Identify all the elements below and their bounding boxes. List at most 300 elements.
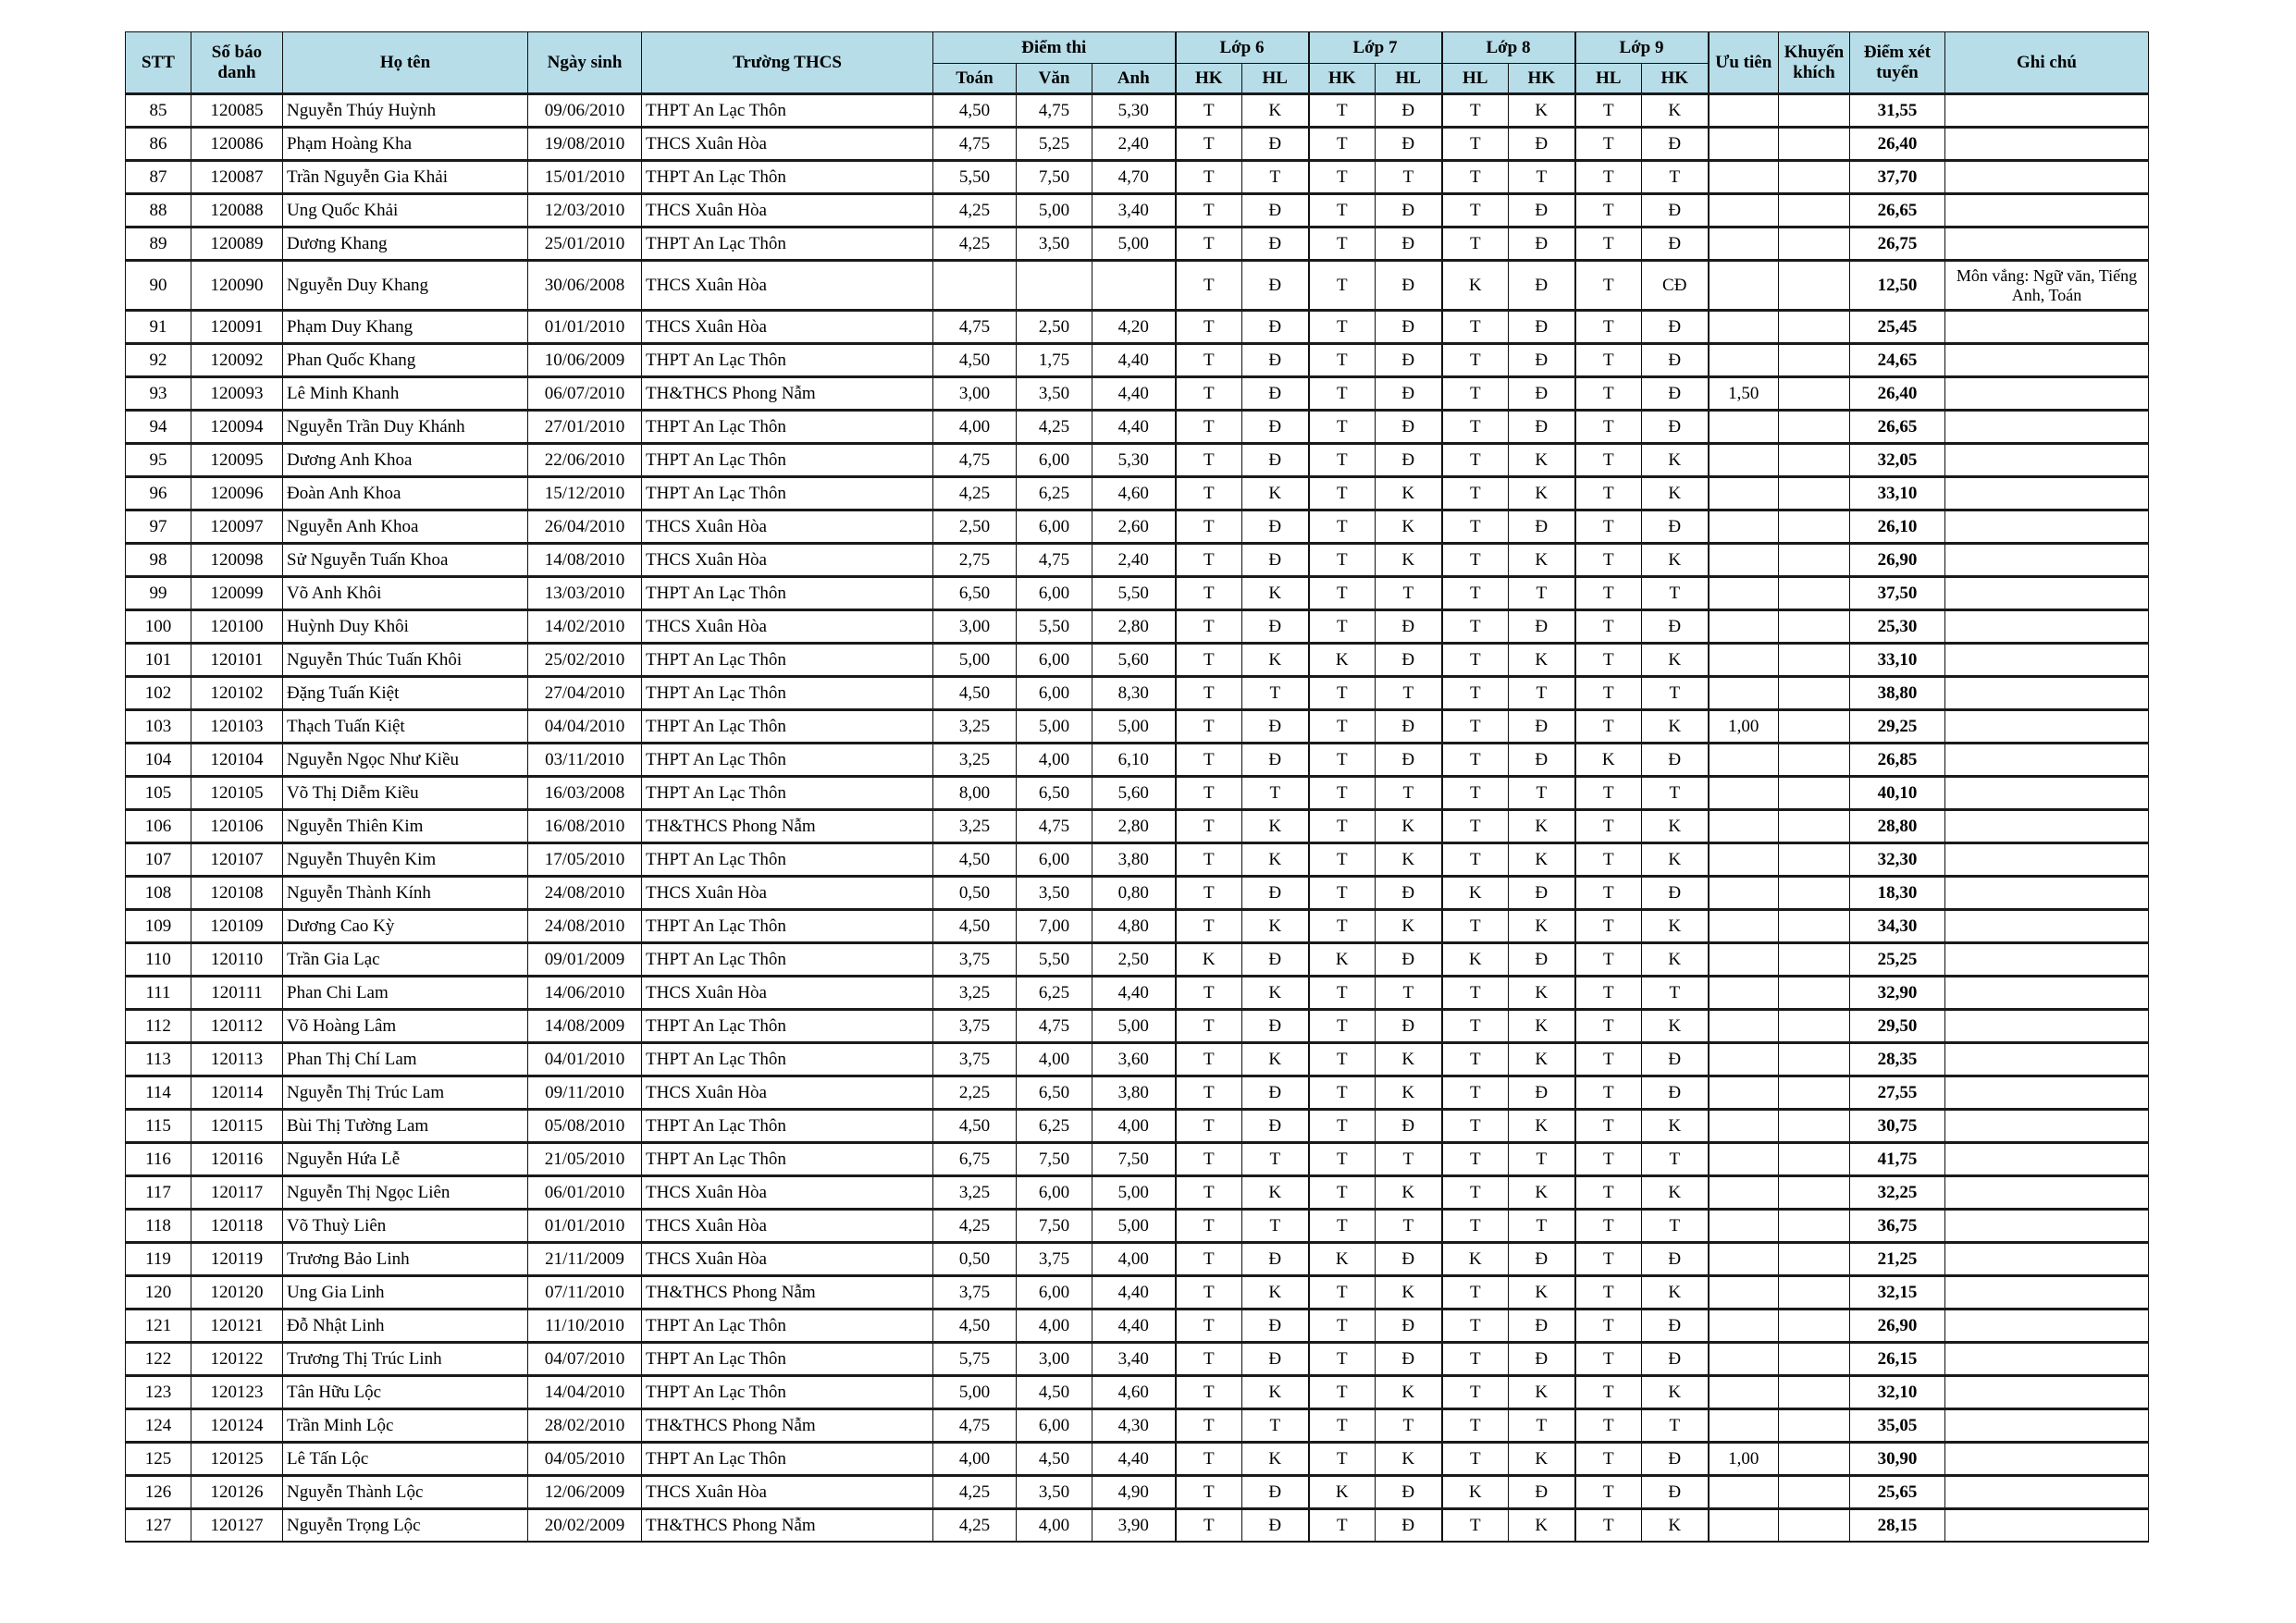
van-score-cell: 6,00 — [1017, 677, 1092, 710]
uu-tien-cell — [1709, 344, 1779, 377]
lop9-hl-cell: T — [1575, 411, 1642, 444]
total-score-cell: 32,10 — [1850, 1376, 1945, 1409]
name-cell: Dương Cao Kỳ — [283, 910, 528, 943]
total-score-cell: 32,25 — [1850, 1176, 1945, 1210]
van-score-cell: 6,00 — [1017, 444, 1092, 477]
lop7-hk-cell: T — [1309, 377, 1376, 411]
van-score-cell: 4,00 — [1017, 1509, 1092, 1543]
lop7-hk-cell: T — [1309, 1343, 1376, 1376]
lop8-hl-cell: T — [1442, 1176, 1509, 1210]
lop8-hl-cell: T — [1442, 577, 1509, 610]
school-cell: THCS Xuân Hòa — [642, 610, 933, 644]
lop8-hl-cell: K — [1442, 1476, 1509, 1509]
lop7-hl-cell: Đ — [1376, 94, 1442, 128]
uu-tien-cell — [1709, 1210, 1779, 1243]
toan-score-cell: 4,50 — [933, 1110, 1017, 1143]
lop6-hl-cell: Đ — [1242, 261, 1309, 311]
school-cell: TH&THCS Phong Nẫm — [642, 1276, 933, 1309]
lop6-hk-cell: T — [1176, 977, 1242, 1010]
lop6-hl-cell: Đ — [1242, 1309, 1309, 1343]
school-cell: THCS Xuân Hòa — [642, 977, 933, 1010]
school-cell: THCS Xuân Hòa — [642, 1176, 933, 1210]
toan-score-cell: 5,00 — [933, 1376, 1017, 1409]
sbd-cell: 120120 — [191, 1276, 283, 1309]
lop7-hk-cell: K — [1309, 1243, 1376, 1276]
total-score-cell: 25,45 — [1850, 311, 1945, 344]
sbd-cell: 120121 — [191, 1309, 283, 1343]
lop8-hl-cell: T — [1442, 377, 1509, 411]
lop8-hk-cell: K — [1509, 1443, 1575, 1476]
toan-score-cell: 5,00 — [933, 644, 1017, 677]
lop8-hl-cell: T — [1442, 1143, 1509, 1176]
dob-cell: 01/01/2010 — [528, 1210, 642, 1243]
header-toan: Toán — [933, 64, 1017, 94]
van-score-cell: 2,50 — [1017, 311, 1092, 344]
lop6-hk-cell: T — [1176, 744, 1242, 777]
sbd-cell: 120085 — [191, 94, 283, 128]
lop6-hl-cell: Đ — [1242, 1110, 1309, 1143]
lop8-hk-cell: Đ — [1509, 510, 1575, 544]
school-cell: THPT An Lạc Thôn — [642, 411, 933, 444]
toan-score-cell: 4,75 — [933, 311, 1017, 344]
lop9-hk-cell: K — [1642, 1010, 1709, 1043]
lop6-hk-cell: T — [1176, 1076, 1242, 1110]
note-cell — [1945, 161, 2149, 194]
lop8-hk-cell: Đ — [1509, 877, 1575, 910]
total-score-cell: 37,50 — [1850, 577, 1945, 610]
table-row — [126, 610, 2149, 644]
uu-tien-cell — [1709, 311, 1779, 344]
khuyen-khich-cell — [1779, 710, 1850, 744]
lop8-hl-cell: T — [1442, 161, 1509, 194]
note-cell — [1945, 444, 2149, 477]
lop7-hk-cell: T — [1309, 194, 1376, 227]
lop6-hk-cell: T — [1176, 510, 1242, 544]
van-score-cell: 4,75 — [1017, 810, 1092, 843]
dob-cell: 25/02/2010 — [528, 644, 642, 677]
lop6-hl-cell: Đ — [1242, 311, 1309, 344]
lop7-hl-cell: K — [1376, 843, 1442, 877]
lop6-hk-cell: T — [1176, 1476, 1242, 1509]
note-cell — [1945, 610, 2149, 644]
dob-cell: 14/04/2010 — [528, 1376, 642, 1409]
anh-score-cell: 8,30 — [1092, 677, 1176, 710]
lop6-hk-cell: T — [1176, 344, 1242, 377]
lop7-hl-cell: Đ — [1376, 744, 1442, 777]
lop6-hl-cell: Đ — [1242, 1343, 1309, 1376]
khuyen-khich-cell — [1779, 1343, 1850, 1376]
sbd-cell: 120115 — [191, 1110, 283, 1143]
uu-tien-cell — [1709, 1243, 1779, 1276]
toan-score-cell: 4,00 — [933, 411, 1017, 444]
stt-cell: 109 — [126, 910, 191, 943]
table-header — [126, 32, 2149, 94]
lop8-hl-cell: T — [1442, 1010, 1509, 1043]
name-cell: Trần Gia Lạc — [283, 943, 528, 977]
note-cell — [1945, 644, 2149, 677]
school-cell: THCS Xuân Hòa — [642, 261, 933, 311]
van-score-cell: 6,00 — [1017, 1409, 1092, 1443]
sbd-cell: 120126 — [191, 1476, 283, 1509]
khuyen-khich-cell — [1779, 1376, 1850, 1409]
name-cell: Trần Nguyễn Gia Khải — [283, 161, 528, 194]
uu-tien-cell — [1709, 644, 1779, 677]
name-cell: Nguyễn Thúc Tuấn Khôi — [283, 644, 528, 677]
note-cell — [1945, 477, 2149, 510]
anh-score-cell: 4,40 — [1092, 411, 1176, 444]
sbd-cell: 120116 — [191, 1143, 283, 1176]
lop9-hl-cell: T — [1575, 311, 1642, 344]
lop8-hl-cell: K — [1442, 877, 1509, 910]
name-cell: Nguyễn Trần Duy Khánh — [283, 411, 528, 444]
lop8-hk-cell: K — [1509, 1276, 1575, 1309]
note-cell — [1945, 744, 2149, 777]
khuyen-khich-cell — [1779, 377, 1850, 411]
van-score-cell: 6,00 — [1017, 1276, 1092, 1309]
school-cell: THPT An Lạc Thôn — [642, 777, 933, 810]
lop7-hk-cell: T — [1309, 1076, 1376, 1110]
lop6-hl-cell: Đ — [1242, 1476, 1309, 1509]
lop7-hl-cell: Đ — [1376, 444, 1442, 477]
van-score-cell: 1,75 — [1017, 344, 1092, 377]
name-cell: Tân Hữu Lộc — [283, 1376, 528, 1409]
note-cell — [1945, 194, 2149, 227]
lop9-hl-cell: T — [1575, 128, 1642, 161]
van-score-cell: 5,50 — [1017, 943, 1092, 977]
school-cell: TH&THCS Phong Nẫm — [642, 810, 933, 843]
sbd-cell: 120086 — [191, 128, 283, 161]
stt-cell: 99 — [126, 577, 191, 610]
school-cell: THPT An Lạc Thôn — [642, 577, 933, 610]
lop9-hl-cell: T — [1575, 1143, 1642, 1176]
lop6-hl-cell: K — [1242, 1443, 1309, 1476]
lop8-hk-cell: K — [1509, 977, 1575, 1010]
total-score-cell: 26,65 — [1850, 411, 1945, 444]
lop8-hk-cell: Đ — [1509, 227, 1575, 261]
dob-cell: 03/11/2010 — [528, 744, 642, 777]
uu-tien-cell — [1709, 1476, 1779, 1509]
lop8-hl-cell: T — [1442, 227, 1509, 261]
school-cell: THPT An Lạc Thôn — [642, 744, 933, 777]
lop9-hk-cell: K — [1642, 644, 1709, 677]
total-score-cell: 30,90 — [1850, 1443, 1945, 1476]
uu-tien-cell — [1709, 1176, 1779, 1210]
stt-cell: 100 — [126, 610, 191, 644]
lop8-hl-cell: T — [1442, 344, 1509, 377]
total-score-cell: 12,50 — [1850, 261, 1945, 311]
lop9-hl-cell: T — [1575, 1343, 1642, 1376]
lop8-hk-cell: Đ — [1509, 1309, 1575, 1343]
anh-score-cell: 4,20 — [1092, 311, 1176, 344]
van-score-cell: 5,00 — [1017, 710, 1092, 744]
lop9-hk-cell: CĐ — [1642, 261, 1709, 311]
lop7-hk-cell: T — [1309, 544, 1376, 577]
sbd-cell: 120117 — [191, 1176, 283, 1210]
lop8-hl-cell: T — [1442, 910, 1509, 943]
sbd-cell: 120119 — [191, 1243, 283, 1276]
toan-score-cell: 3,25 — [933, 810, 1017, 843]
uu-tien-cell — [1709, 161, 1779, 194]
school-cell: THPT An Lạc Thôn — [642, 1010, 933, 1043]
school-cell: TH&THCS Phong Nẫm — [642, 377, 933, 411]
lop8-hl-cell: K — [1442, 1243, 1509, 1276]
lop9-hl-cell: T — [1575, 1509, 1642, 1543]
uu-tien-cell — [1709, 610, 1779, 644]
toan-score-cell: 4,50 — [933, 677, 1017, 710]
header-truong: Trường THCS — [642, 32, 933, 94]
toan-score-cell: 4,75 — [933, 128, 1017, 161]
name-cell: Nguyễn Thiên Kim — [283, 810, 528, 843]
uu-tien-cell — [1709, 94, 1779, 128]
van-score-cell: 3,50 — [1017, 1476, 1092, 1509]
lop9-hk-cell: Đ — [1642, 194, 1709, 227]
lop6-hl-cell: K — [1242, 977, 1309, 1010]
sbd-cell: 120096 — [191, 477, 283, 510]
total-score-cell: 40,10 — [1850, 777, 1945, 810]
lop6-hk-cell: T — [1176, 128, 1242, 161]
lop6-hk-cell: T — [1176, 677, 1242, 710]
anh-score-cell: 2,40 — [1092, 128, 1176, 161]
sbd-cell: 120101 — [191, 644, 283, 677]
lop8-hk-cell: Đ — [1509, 311, 1575, 344]
school-cell: THPT An Lạc Thôn — [642, 477, 933, 510]
lop9-hl-cell: T — [1575, 1043, 1642, 1076]
lop7-hk-cell: T — [1309, 1110, 1376, 1143]
total-score-cell: 18,30 — [1850, 877, 1945, 910]
note-cell — [1945, 710, 2149, 744]
lop7-hk-cell: T — [1309, 1210, 1376, 1243]
lop9-hl-cell: T — [1575, 1443, 1642, 1476]
khuyen-khich-cell — [1779, 1476, 1850, 1509]
uu-tien-cell — [1709, 477, 1779, 510]
toan-score-cell: 3,75 — [933, 1043, 1017, 1076]
total-score-cell: 26,90 — [1850, 1309, 1945, 1343]
lop6-hl-cell: Đ — [1242, 1509, 1309, 1543]
lop9-hk-cell: Đ — [1642, 877, 1709, 910]
header-lop6: Lớp 6 — [1176, 32, 1309, 64]
lop7-hl-cell: T — [1376, 677, 1442, 710]
toan-score-cell: 0,50 — [933, 877, 1017, 910]
name-cell: Ung Quốc Khải — [283, 194, 528, 227]
school-cell: TH&THCS Phong Nẫm — [642, 1509, 933, 1543]
lop8-hk-cell: Đ — [1509, 128, 1575, 161]
anh-score-cell: 4,00 — [1092, 1110, 1176, 1143]
note-cell — [1945, 94, 2149, 128]
toan-score-cell: 5,75 — [933, 1343, 1017, 1376]
khuyen-khich-cell — [1779, 344, 1850, 377]
lop9-hl-cell: T — [1575, 194, 1642, 227]
lop8-hl-cell: T — [1442, 1076, 1509, 1110]
note-cell — [1945, 677, 2149, 710]
total-score-cell: 32,05 — [1850, 444, 1945, 477]
name-cell: Nguyễn Thành Kính — [283, 877, 528, 910]
dob-cell: 04/04/2010 — [528, 710, 642, 744]
van-score-cell: 5,00 — [1017, 194, 1092, 227]
lop6-hk-cell: K — [1176, 943, 1242, 977]
lop9-hk-cell: Đ — [1642, 1443, 1709, 1476]
total-score-cell: 30,75 — [1850, 1110, 1945, 1143]
lop7-hl-cell: Đ — [1376, 877, 1442, 910]
van-score-cell: 4,75 — [1017, 1010, 1092, 1043]
header-ngay-sinh: Ngày sinh — [528, 32, 642, 94]
van-score-cell: 6,00 — [1017, 510, 1092, 544]
school-cell: THCS Xuân Hòa — [642, 1243, 933, 1276]
lop8-hl-cell: T — [1442, 1343, 1509, 1376]
lop7-hl-cell: Đ — [1376, 311, 1442, 344]
lop7-hl-cell: Đ — [1376, 610, 1442, 644]
dob-cell: 16/08/2010 — [528, 810, 642, 843]
lop6-hk-cell: T — [1176, 161, 1242, 194]
lop7-hl-cell: Đ — [1376, 1476, 1442, 1509]
table-row — [126, 411, 2149, 444]
lop8-hk-cell: T — [1509, 577, 1575, 610]
uu-tien-cell — [1709, 977, 1779, 1010]
header-stt: STT — [126, 32, 191, 94]
lop7-hk-cell: T — [1309, 311, 1376, 344]
dob-cell: 12/06/2009 — [528, 1476, 642, 1509]
lop9-hk-cell: Đ — [1642, 411, 1709, 444]
school-cell: THPT An Lạc Thôn — [642, 1309, 933, 1343]
khuyen-khich-cell — [1779, 910, 1850, 943]
stt-cell: 105 — [126, 777, 191, 810]
toan-score-cell: 2,50 — [933, 510, 1017, 544]
khuyen-khich-cell — [1779, 810, 1850, 843]
lop7-hk-cell: T — [1309, 877, 1376, 910]
note-cell — [1945, 877, 2149, 910]
anh-score-cell: 5,00 — [1092, 1176, 1176, 1210]
lop9-hk-cell: Đ — [1642, 377, 1709, 411]
header-sbd: Số báo danh — [191, 32, 283, 94]
school-cell: THPT An Lạc Thôn — [642, 710, 933, 744]
dob-cell: 13/03/2010 — [528, 577, 642, 610]
sbd-cell: 120123 — [191, 1376, 283, 1409]
lop7-hl-cell: K — [1376, 1076, 1442, 1110]
lop6-hl-cell: K — [1242, 1043, 1309, 1076]
school-cell: THPT An Lạc Thôn — [642, 943, 933, 977]
stt-cell: 103 — [126, 710, 191, 744]
lop7-hk-cell: T — [1309, 1276, 1376, 1309]
dob-cell: 30/06/2008 — [528, 261, 642, 311]
dob-cell: 15/01/2010 — [528, 161, 642, 194]
lop8-hl-cell: T — [1442, 1043, 1509, 1076]
toan-score-cell: 3,25 — [933, 1176, 1017, 1210]
khuyen-khich-cell — [1779, 1176, 1850, 1210]
lop9-hl-cell: T — [1575, 644, 1642, 677]
total-score-cell: 35,05 — [1850, 1409, 1945, 1443]
lop6-hk-cell: T — [1176, 94, 1242, 128]
dob-cell: 15/12/2010 — [528, 477, 642, 510]
name-cell: Nguyễn Duy Khang — [283, 261, 528, 311]
uu-tien-cell — [1709, 677, 1779, 710]
lop7-hk-cell: K — [1309, 943, 1376, 977]
lop8-hk-cell: K — [1509, 644, 1575, 677]
table-row — [126, 577, 2149, 610]
dob-cell: 28/02/2010 — [528, 1409, 642, 1443]
uu-tien-cell — [1709, 194, 1779, 227]
lop6-hl-cell: Đ — [1242, 344, 1309, 377]
van-score-cell: 3,00 — [1017, 1343, 1092, 1376]
lop9-hk-cell: T — [1642, 161, 1709, 194]
lop6-hl-cell: K — [1242, 1176, 1309, 1210]
dob-cell: 14/08/2010 — [528, 544, 642, 577]
table-row — [126, 1143, 2149, 1176]
lop9-hl-cell: T — [1575, 677, 1642, 710]
stt-cell: 120 — [126, 1276, 191, 1309]
stt-cell: 96 — [126, 477, 191, 510]
lop9-hk-cell: K — [1642, 910, 1709, 943]
name-cell: Thạch Tuấn Kiệt — [283, 710, 528, 744]
lop6-hk-cell: T — [1176, 1243, 1242, 1276]
total-score-cell: 26,65 — [1850, 194, 1945, 227]
anh-score-cell — [1092, 261, 1176, 311]
lop7-hl-cell: T — [1376, 1210, 1442, 1243]
lop9-hl-cell: T — [1575, 1076, 1642, 1110]
lop6-hk-cell: T — [1176, 227, 1242, 261]
sbd-cell: 120094 — [191, 411, 283, 444]
note-cell — [1945, 1443, 2149, 1476]
lop7-hl-cell: K — [1376, 910, 1442, 943]
total-score-cell: 34,30 — [1850, 910, 1945, 943]
lop8-hk-cell: K — [1509, 910, 1575, 943]
toan-score-cell: 2,75 — [933, 544, 1017, 577]
anh-score-cell: 4,40 — [1092, 1309, 1176, 1343]
khuyen-khich-cell — [1779, 1243, 1850, 1276]
uu-tien-cell — [1709, 1110, 1779, 1143]
khuyen-khich-cell — [1779, 261, 1850, 311]
anh-score-cell: 3,80 — [1092, 843, 1176, 877]
table-row — [126, 1476, 2149, 1509]
anh-score-cell: 2,50 — [1092, 943, 1176, 977]
lop8-hk-cell: Đ — [1509, 194, 1575, 227]
total-score-cell: 26,90 — [1850, 544, 1945, 577]
total-score-cell: 28,80 — [1850, 810, 1945, 843]
lop8-hl-cell: T — [1442, 128, 1509, 161]
name-cell: Phan Quốc Khang — [283, 344, 528, 377]
lop8-hl-cell: T — [1442, 311, 1509, 344]
lop9-hl-cell: T — [1575, 1243, 1642, 1276]
anh-score-cell: 6,10 — [1092, 744, 1176, 777]
total-score-cell: 25,65 — [1850, 1476, 1945, 1509]
dob-cell: 07/11/2010 — [528, 1276, 642, 1309]
name-cell: Phạm Duy Khang — [283, 311, 528, 344]
dob-cell: 06/07/2010 — [528, 377, 642, 411]
lop7-hk-cell: T — [1309, 227, 1376, 261]
note-cell — [1945, 1176, 2149, 1210]
total-score-cell: 32,15 — [1850, 1276, 1945, 1309]
lop7-hl-cell: Đ — [1376, 227, 1442, 261]
lop6-hl-cell: Đ — [1242, 877, 1309, 910]
stt-cell: 122 — [126, 1343, 191, 1376]
lop9-hl-cell: T — [1575, 1309, 1642, 1343]
dob-cell: 17/05/2010 — [528, 843, 642, 877]
anh-score-cell: 4,70 — [1092, 161, 1176, 194]
dob-cell: 09/06/2010 — [528, 94, 642, 128]
stt-cell: 104 — [126, 744, 191, 777]
lop9-hl-cell: T — [1575, 577, 1642, 610]
anh-score-cell: 5,00 — [1092, 710, 1176, 744]
name-cell: Nguyễn Thị Trúc Lam — [283, 1076, 528, 1110]
note-cell — [1945, 1409, 2149, 1443]
lop7-hk-cell: T — [1309, 744, 1376, 777]
stt-cell: 115 — [126, 1110, 191, 1143]
total-score-cell: 26,75 — [1850, 227, 1945, 261]
table-row — [126, 977, 2149, 1010]
lop7-hk-cell: T — [1309, 1010, 1376, 1043]
anh-score-cell: 7,50 — [1092, 1143, 1176, 1176]
lop6-hl-cell: T — [1242, 1143, 1309, 1176]
header-lop8-hl: HL — [1442, 64, 1509, 94]
sbd-cell: 120088 — [191, 194, 283, 227]
